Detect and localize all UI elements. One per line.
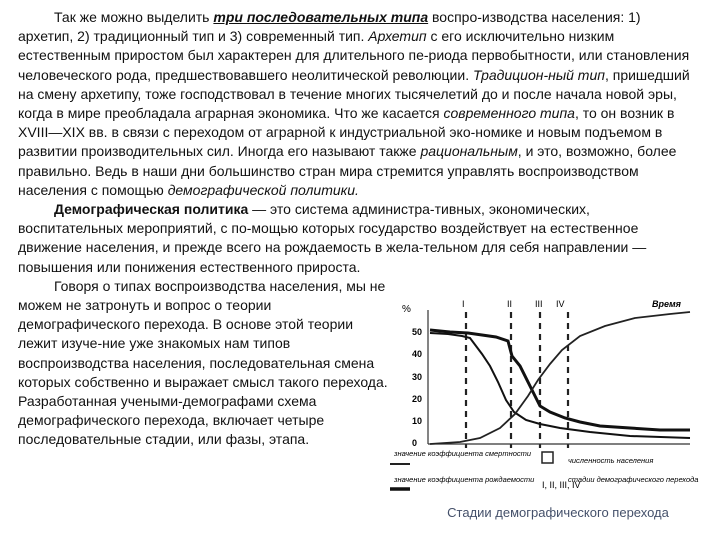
text-run: , пришедший на смену архетипу, тоже господствовал в течение многих тысячелетий до и после начала новой эры, когда в мире преобладала аграрная экономика. Что же касается xyxy=(18,66,690,122)
legend-population-label: численность населения xyxy=(568,456,654,465)
y-tick-30: 30 xyxy=(412,372,423,382)
mortality-rate-curve xyxy=(430,333,690,438)
legend-stages-label: стадии демографического перехода xyxy=(568,475,699,484)
y-unit-label: % xyxy=(402,304,411,315)
text-run: воспро-изводства населения: 1) архетип, 2) традиционный тип и 3) современный тип. xyxy=(18,9,641,45)
emphasis-demographic-policy: демографической политики. xyxy=(167,181,359,198)
legend-stage-marks: I, II, III, IV xyxy=(542,480,581,490)
legend-population-swatch xyxy=(542,452,553,463)
figure-graphic xyxy=(390,296,700,510)
text-run: с его исключительно низким естественным приростом был характерен для длительного пе-риода первобытности, или становления человеческого рода, предшествовавшего неолитической революции. xyxy=(18,28,690,83)
emphasis-three-types: три последовательных типа xyxy=(213,9,429,25)
figure-caption: Стадии демографического перехода xyxy=(447,505,669,520)
text-run: Так же можно выделить xyxy=(54,9,214,25)
text-run: , и это, возможно, более правильно. Ведь в наши дни большинство стран мира стремится управлять воспроизводством населения с помощью xyxy=(18,143,677,198)
y-tick-20: 20 xyxy=(412,394,423,404)
emphasis-modern-type: современного типа xyxy=(443,105,575,122)
stage-label-4: IV xyxy=(556,299,565,309)
time-label: Время xyxy=(652,299,681,309)
paragraph-demographic-transition: Говоря о типах воспроизводства населения, мы не можем не затронуть и вопрос о теории демографического перехода. В основе этой теории лежит изуче-ние уже знакомых нам типов воспроизводства населения, последовательная смена которых собственно и выражает смысл такого перехода. Разработанная учеными-демографами схема демографического перехода, включает четыре последовательные стадии, или фазы, этапа. xyxy=(18,277,388,448)
paragraph-demographic-policy xyxy=(18,200,698,277)
stage-divider-lines xyxy=(466,312,568,448)
stage-label-1: I xyxy=(462,299,465,309)
stage-labels xyxy=(462,299,565,309)
emphasis-rational: рациональным xyxy=(420,143,518,160)
legend-birth-label: значение коэффициента рождаемости xyxy=(394,475,535,484)
emphasis-traditional-type: Традицион-ный тип xyxy=(472,66,605,83)
y-axis xyxy=(428,310,690,444)
legend-mortality-label: значение коэффициента смертности xyxy=(394,449,532,458)
stage-label-3: III xyxy=(535,299,543,309)
text-run: — это система администра-тивных, экономических, воспитательных мероприятий, с по-мощью которых государство воздействует на естественное движение населения, и прежде всего на рождаемость в жела-тельном для себя направлении — повышения или понижения естественного прироста. xyxy=(18,201,647,275)
text-run: , то он возник в XVIII—XIX вв. в связи с переходом от аграрной к индустриальной эко-номике и новым подъемом в развитии производительных сил. Иногда его называют также xyxy=(18,105,675,160)
y-axis-ticks xyxy=(412,327,422,448)
y-tick-50: 50 xyxy=(412,327,423,337)
stage-label-2: II xyxy=(507,299,513,309)
paragraph-reproduction-types xyxy=(18,8,698,200)
y-tick-10: 10 xyxy=(412,416,423,426)
term-demographic-policy: Демографическая политика xyxy=(54,201,249,218)
y-tick-40: 40 xyxy=(412,349,423,359)
birth-rate-curve xyxy=(430,330,690,430)
y-tick-0: 0 xyxy=(412,438,418,448)
figure-legend xyxy=(390,449,698,490)
emphasis-archetype: Архетип xyxy=(368,28,427,45)
demographic-transition-figure xyxy=(390,296,700,510)
